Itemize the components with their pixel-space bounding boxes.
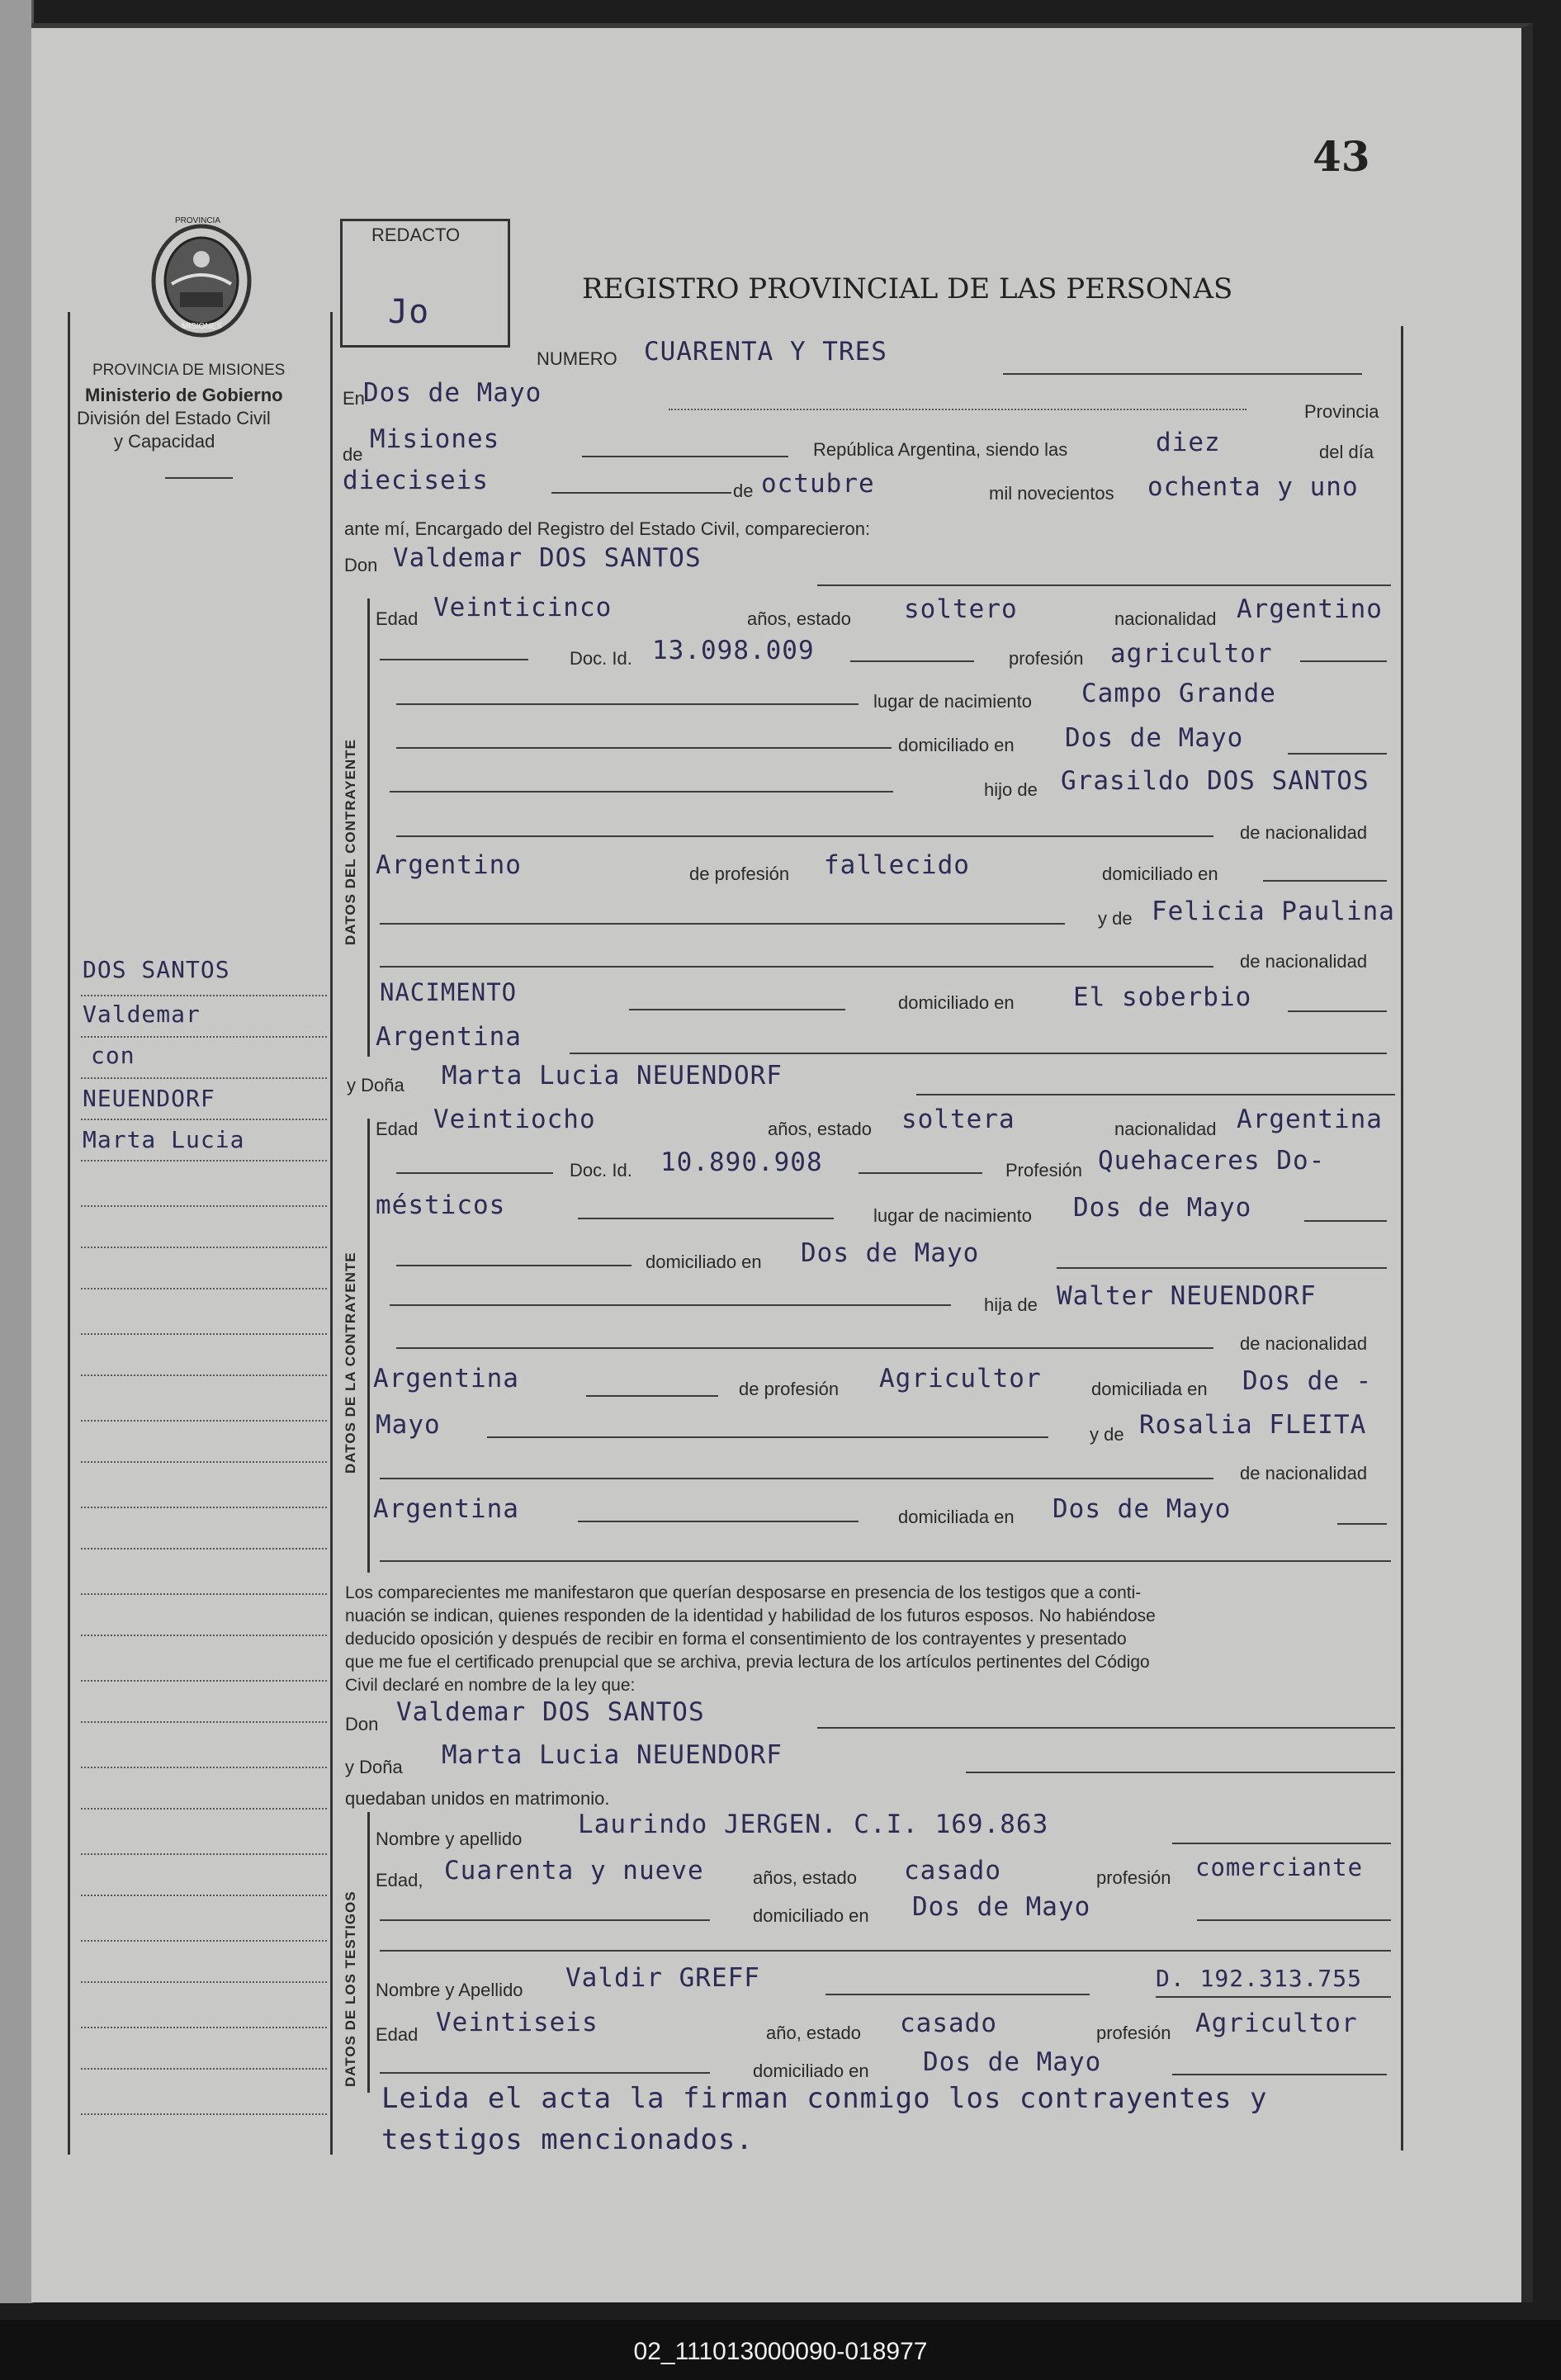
c-doc-value: 13.098.009 xyxy=(652,636,815,665)
t2-estado: casado xyxy=(900,2009,997,2038)
c-padre-nac-line xyxy=(396,835,1213,837)
f-padre-prof: Agricultor xyxy=(879,1364,1042,1393)
de-line xyxy=(582,456,788,457)
redacto-value: Jo xyxy=(388,293,430,331)
c-de-nac-label: de nacionalidad xyxy=(1240,822,1368,843)
c-y-de-label: y de xyxy=(1098,908,1133,929)
f-madre-dom-line xyxy=(1337,1523,1387,1525)
seal-text-top: PROVINCIA xyxy=(175,216,221,225)
margin-note-line-2: Valdemar xyxy=(83,1001,201,1028)
c-dom-label: domiciliado en xyxy=(898,735,1015,755)
c-de-nac2-label: de nacionalidad xyxy=(1240,951,1368,972)
c-padre-value: Grasildo DOS SANTOS xyxy=(1061,766,1369,796)
dia-value: dieciseis xyxy=(343,466,489,495)
decl-don-line xyxy=(817,1727,1395,1729)
t2-nombre: Valdir GREFF xyxy=(565,1963,760,1993)
previous-page-edge xyxy=(0,0,34,2303)
c-madre-nac-line-b xyxy=(570,1053,1387,1054)
declaracion-p3: deducido oposición y después de recibir en forma el consentimiento de los contrayentes y presentado xyxy=(345,1630,1127,1649)
contrayente-bracket xyxy=(367,599,370,1057)
declaracion-p5: Civil declaré en nombre de la ley que: xyxy=(345,1676,636,1695)
redacto-label: REDACTO xyxy=(371,225,461,245)
c-madre-value: Felicia Paulina xyxy=(1152,897,1395,926)
document-title: REGISTRO PROVINCIAL DE LAS PERSONAS xyxy=(582,272,1233,305)
f-doc-label: Doc. Id. xyxy=(570,1160,632,1181)
f-de-prof-label: de profesión xyxy=(739,1379,840,1399)
f-madre-nac-line-b xyxy=(578,1521,859,1522)
t1-dom-line xyxy=(380,1919,710,1921)
f-prof-value: Quehaceres Do- xyxy=(1098,1146,1326,1176)
dona-line xyxy=(916,1094,1395,1095)
f-padre-value: Walter NEUENDORF xyxy=(1057,1281,1317,1311)
t1-edad-label: Edad, xyxy=(376,1870,423,1890)
t1-prof-label: profesión xyxy=(1096,1867,1171,1888)
margin-note-line-1: DOS SANTOS xyxy=(83,956,230,983)
f-nac-value: Argentina xyxy=(1237,1105,1383,1134)
f-lugar-label: lugar de nacimiento xyxy=(873,1205,1033,1226)
t1-edad: Cuarenta y nueve xyxy=(444,1856,704,1886)
c-madre-nac-line xyxy=(380,966,1213,968)
hora-value: diez xyxy=(1156,428,1221,457)
c-dom-value: Dos de Mayo xyxy=(1065,723,1244,753)
f-edad-value: Veintiocho xyxy=(433,1105,596,1134)
f-dom-label: domiciliado en xyxy=(646,1252,762,1272)
c-madre-dom-line xyxy=(1288,1010,1387,1012)
y-dona-label: y Doña xyxy=(347,1075,404,1095)
en-line xyxy=(669,409,1246,410)
decl-don-value: Valdemar DOS SANTOS xyxy=(396,1697,705,1727)
quedaban-text: quedaban unidos en matrimonio. xyxy=(345,1788,610,1809)
c-anios-label: años, estado xyxy=(747,608,851,629)
t1-anios-label: años, estado xyxy=(753,1867,857,1888)
f-padre-nac-line xyxy=(396,1347,1213,1349)
margin-note-line-4: NEUENDORF xyxy=(83,1085,215,1112)
agency-divider xyxy=(165,477,233,479)
t2-edad-label: Edad xyxy=(376,2024,419,2045)
c-dom-en-label: domiciliado en xyxy=(1102,864,1218,884)
image-footer xyxy=(0,2320,1561,2380)
left-margin-line xyxy=(68,312,70,2155)
c-lugar-value: Campo Grande xyxy=(1081,679,1276,708)
t2-doc-line xyxy=(1156,1996,1391,1998)
f-padre-nac: Argentina xyxy=(373,1364,519,1393)
c-madre-nac: Argentina xyxy=(376,1022,522,1052)
c-hijo-label: hijo de xyxy=(984,779,1038,800)
f-madre-line xyxy=(487,1436,1048,1438)
de-label: de xyxy=(343,444,363,465)
c-madre-apellido-line xyxy=(629,1009,845,1010)
decl-dona-line xyxy=(966,1772,1395,1773)
f-prof-line xyxy=(578,1218,834,1219)
de-mes-label: de xyxy=(733,480,754,501)
agency-division-1: División del Estado Civil xyxy=(77,408,271,428)
numero-label: NUMERO xyxy=(537,348,617,369)
agency-ministry: Ministerio de Gobierno xyxy=(85,385,283,405)
dia-line xyxy=(551,492,731,494)
f-domda-label: domiciliada en xyxy=(1091,1379,1208,1399)
declaracion-p1: Los comparecientes me manifestaron que querían desposarse en presencia de los testigos que a conti- xyxy=(345,1583,1142,1602)
dona-value: Marta Lucia NEUENDORF xyxy=(442,1061,783,1091)
republica-label: República Argentina, siendo las xyxy=(813,439,1068,460)
c-nac-value: Argentino xyxy=(1237,594,1383,624)
f-prof-label: Profesión xyxy=(1005,1160,1082,1181)
f-madre-nac-line xyxy=(380,1478,1213,1479)
f-doc-line-b xyxy=(859,1172,982,1174)
f-lugar-line xyxy=(1304,1220,1387,1222)
c-lugar-label: lugar de nacimiento xyxy=(873,691,1033,712)
provincia-label: Provincia xyxy=(1304,401,1379,422)
f-hija-label: hija de xyxy=(984,1294,1038,1315)
f-anios-label: años, estado xyxy=(768,1119,872,1139)
anio-value: ochenta y uno xyxy=(1147,472,1359,502)
f-edad-label: Edad xyxy=(376,1119,419,1139)
t1-end-line xyxy=(380,1950,1391,1952)
del-dia-label: del día xyxy=(1319,442,1374,462)
numero-value: CUARENTA Y TRES xyxy=(644,337,887,367)
ante-text: ante mí, Encargado del Registro del Estado Civil, comparecieron: xyxy=(344,518,871,539)
contrayenta-bracket xyxy=(367,1119,370,1573)
c-hijo-line xyxy=(390,791,893,793)
c-madre-dom-label: domiciliado en xyxy=(898,992,1015,1013)
c-dom-line-b xyxy=(1288,753,1387,755)
c-doc-line-a xyxy=(380,659,528,660)
t1-dom: Dos de Mayo xyxy=(912,1892,1091,1922)
c-padre-dom-line xyxy=(1263,880,1387,882)
t1-nombre: Laurindo JERGEN. C.I. 169.863 xyxy=(578,1810,1049,1839)
f-nac-label: nacionalidad xyxy=(1114,1119,1217,1139)
c-madre-dom: El soberbio xyxy=(1073,982,1252,1012)
mil-label: mil novecientos xyxy=(989,483,1114,504)
en-value: Dos de Mayo xyxy=(363,378,542,408)
agency-division-2: y Capacidad xyxy=(114,431,215,452)
t1-dom-line-b xyxy=(1197,1919,1391,1921)
c-dom-line xyxy=(396,747,892,749)
f-padre-nac-line-b xyxy=(586,1395,718,1397)
don-line xyxy=(817,584,1391,586)
f-hija-line xyxy=(390,1304,951,1306)
decl-dona-label: y Doña xyxy=(345,1757,403,1777)
f-lugar-value: Dos de Mayo xyxy=(1073,1193,1252,1223)
f-end-line xyxy=(380,1560,1391,1562)
seal-text-bottom: MISIONES xyxy=(182,322,222,331)
c-madre-apellido: NACIMENTO xyxy=(380,978,518,1006)
numero-line xyxy=(1003,373,1362,375)
cierre-line-1: Leida el acta la firman conmigo los contrayentes y xyxy=(381,2082,1268,2115)
t2-dom-line xyxy=(380,2072,710,2074)
c-edad-label: Edad xyxy=(376,608,419,629)
page-number: 43 xyxy=(1313,132,1370,181)
f-madre-value: Rosalia FLEITA xyxy=(1139,1410,1367,1440)
f-doc-line-a xyxy=(396,1172,553,1174)
f-madre-dom-label: domiciliada en xyxy=(898,1507,1015,1527)
t1-nombre-label: Nombre y apellido xyxy=(376,1829,523,1849)
c-padre-nac: Argentino xyxy=(376,850,522,880)
f-padre-dom: Dos de - xyxy=(1242,1366,1373,1396)
c-doc-line-b xyxy=(850,660,974,662)
c-edad-value: Veinticinco xyxy=(433,593,613,622)
t2-dom: Dos de Mayo xyxy=(923,2047,1102,2077)
testigos-bracket xyxy=(367,1812,370,2093)
t1-prof: comerciante xyxy=(1195,1853,1364,1881)
don-label: Don xyxy=(344,555,378,575)
f-de-nac2-label: de nacionalidad xyxy=(1240,1463,1368,1483)
contrayente-side-label: DATOS DEL CONTRAYENTE xyxy=(343,739,358,945)
c-estado-value: soltero xyxy=(904,594,1018,624)
f-prof-value-2: mésticos xyxy=(376,1190,506,1220)
f-dom-value: Dos de Mayo xyxy=(801,1238,980,1268)
footer-id: 02_111013000090-018977 xyxy=(633,2338,928,2365)
c-nac-label: nacionalidad xyxy=(1114,608,1217,629)
cierre-line-2: testigos mencionados. xyxy=(381,2123,754,2156)
declaracion-p2: nuación se indican, quienes responden de la identidad y habilidad de los futuros esposos. No habiéndose xyxy=(345,1606,1156,1625)
c-prof-value: agricultor xyxy=(1110,639,1273,669)
t2-prof-label: profesión xyxy=(1096,2023,1171,2043)
contrayenta-side-label: DATOS DE LA CONTRAYENTE xyxy=(343,1252,358,1474)
c-prof-line xyxy=(1300,660,1387,662)
testigos-side-label: DATOS DE LOS TESTIGOS xyxy=(343,1890,358,2087)
f-de-nac-label: de nacionalidad xyxy=(1240,1333,1368,1354)
c-de-prof-label: de profesión xyxy=(689,864,790,884)
margin-note-line-5: Marta Lucia xyxy=(83,1126,245,1153)
t2-nombre-label: Nombre y Apellido xyxy=(376,1980,523,2000)
f-dom-line-a xyxy=(396,1265,631,1266)
mes-value: octubre xyxy=(761,469,875,499)
t2-prof: Agricultor xyxy=(1195,2009,1358,2038)
t2-edad: Veintiseis xyxy=(436,2008,598,2037)
right-margin-line xyxy=(1401,326,1403,2151)
t1-nombre-line xyxy=(1172,1843,1391,1844)
t2-nombre-line xyxy=(825,1994,1090,1995)
t1-estado: casado xyxy=(904,1856,1001,1886)
t1-dom-label: domiciliado en xyxy=(753,1905,869,1926)
f-doc-value: 10.890.908 xyxy=(660,1147,823,1177)
de-value: Misiones xyxy=(370,424,500,454)
c-padre-prof: fallecido xyxy=(824,850,970,880)
f-estado-value: soltera xyxy=(901,1105,1015,1134)
f-y-de-label: y de xyxy=(1090,1424,1124,1445)
f-padre-dom-2: Mayo xyxy=(376,1410,441,1440)
don-value: Valdemar DOS SANTOS xyxy=(393,543,702,573)
en-label: En xyxy=(343,388,365,409)
c-lugar-line xyxy=(396,703,859,705)
t2-dom-line-b xyxy=(1172,2074,1387,2075)
margin-note-line-3: con xyxy=(91,1042,135,1069)
c-madre-line xyxy=(380,923,1065,925)
declaracion-p4: que me fue el certificado prenupcial que se archiva, previa lectura de los artículos pertinentes del Código xyxy=(345,1653,1150,1672)
decl-don-label: Don xyxy=(345,1714,379,1734)
t2-dom-label: domiciliado en xyxy=(753,2061,869,2081)
f-madre-dom: Dos de Mayo xyxy=(1052,1494,1232,1524)
t2-doc: D. 192.313.755 xyxy=(1156,1965,1363,1992)
c-prof-label: profesión xyxy=(1009,648,1084,669)
inner-margin-line xyxy=(330,312,333,2155)
f-madre-nac: Argentina xyxy=(373,1494,519,1524)
t2-anio-label: año, estado xyxy=(766,2023,861,2043)
agency-province: PROVINCIA DE MISIONES xyxy=(92,362,286,379)
decl-dona-value: Marta Lucia NEUENDORF xyxy=(442,1740,783,1770)
c-doc-label: Doc. Id. xyxy=(570,648,632,669)
f-dom-line-b xyxy=(1057,1267,1387,1269)
